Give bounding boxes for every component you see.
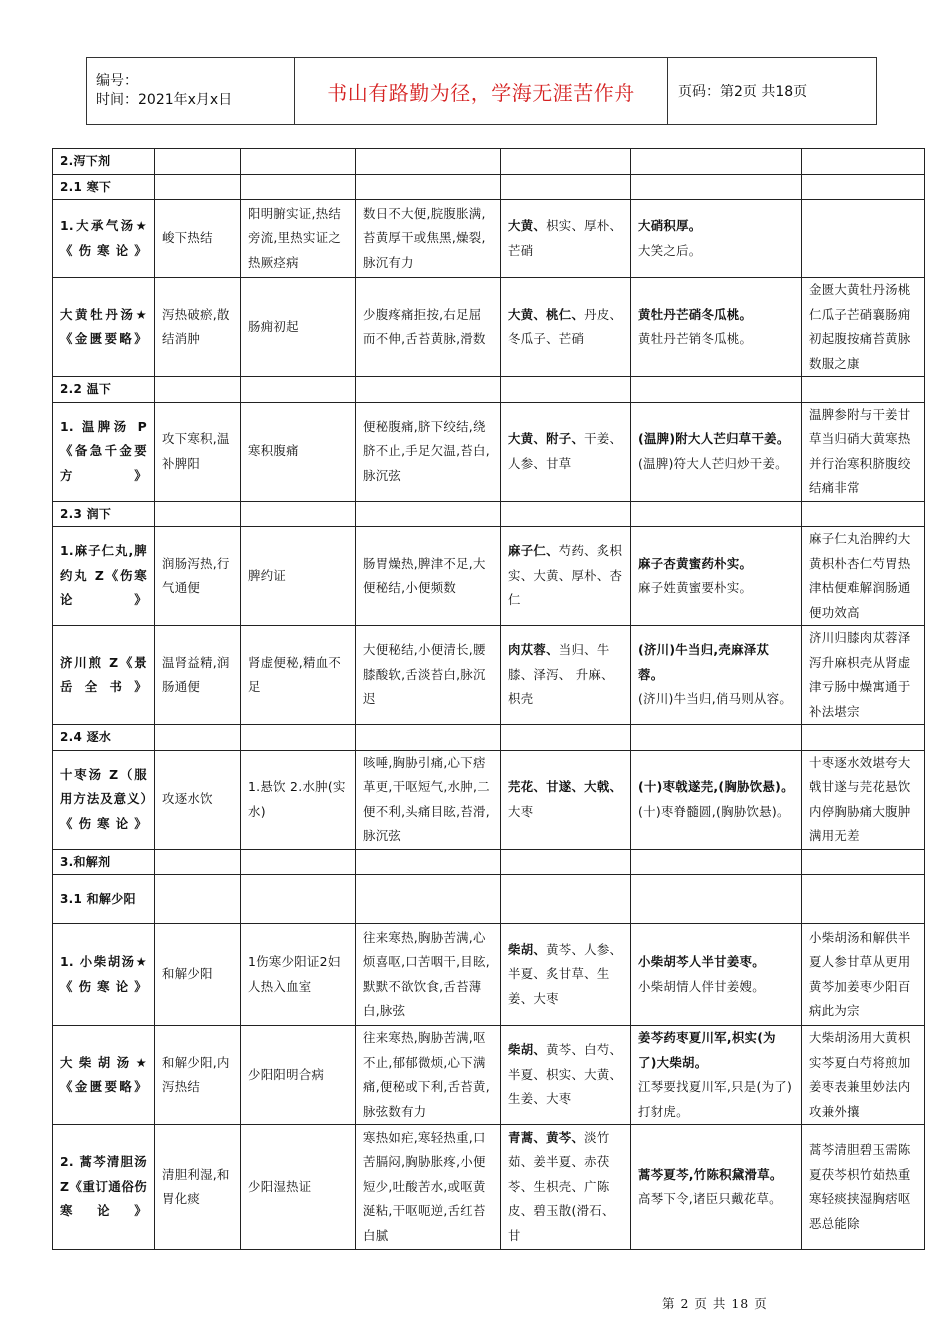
section-title: 2.3 润下 xyxy=(53,501,155,527)
formula-row xyxy=(53,626,925,725)
herbs-main: 柴胡、 xyxy=(508,941,547,957)
formula-mnemonic xyxy=(631,200,802,278)
formula-verse: 金匮大黄牡丹汤桃仁瓜子芒硝襄肠痈初起腹按痛苔黄脉数服之康 xyxy=(802,278,925,377)
formula-mnemonic xyxy=(631,278,802,377)
section-row xyxy=(53,377,925,403)
section-row xyxy=(53,149,925,175)
mnemonic-homophone: 黄牡丹芒销冬瓜桃。 xyxy=(638,331,753,346)
formula-row xyxy=(53,402,925,501)
empty-cell xyxy=(501,149,631,175)
formula-indication: 1.悬饮 2.水肿(实水) xyxy=(241,750,356,849)
empty-cell xyxy=(155,149,241,175)
section-title: 2.泻下剂 xyxy=(53,149,155,175)
formula-verse: 蒿芩清胆碧玉需陈夏茯芩枳竹茹热重寒轻痰挟湿胸痞呕恶总能除 xyxy=(802,1125,925,1250)
formula-effect: 攻下寒积,温补脾阳 xyxy=(155,402,241,501)
empty-cell xyxy=(241,849,356,875)
formula-herbs xyxy=(501,750,631,849)
formula-verse: 大柴胡汤用大黄枳实芩夏白芍将煎加姜枣表兼里妙法内攻兼外攘 xyxy=(802,1026,925,1125)
date-line: 时间：2021年x月x日 xyxy=(96,92,233,108)
empty-cell xyxy=(356,849,501,875)
formula-name: 1.麻子仁丸,脾约丸 Z《伤寒论》 xyxy=(53,527,155,626)
formula-mnemonic xyxy=(631,527,802,626)
empty-cell xyxy=(241,377,356,403)
section-title: 3.和解剂 xyxy=(53,849,155,875)
empty-cell xyxy=(802,725,925,751)
herbs-main: 麻子仁、 xyxy=(508,543,559,559)
empty-cell xyxy=(241,149,356,175)
formula-herbs xyxy=(501,924,631,1026)
herbs-rest: 大枣 xyxy=(508,803,534,819)
herbs-rest: 淡竹茹、姜半夏、赤茯苓、生枳壳、广陈皮、碧玉散(滑石、甘 xyxy=(508,1129,615,1243)
mnemonic-homophone: (济川)牛当归,俏马则从容。 xyxy=(638,691,793,707)
empty-cell xyxy=(155,875,241,924)
formula-name: 1. 小柴胡汤★《伤寒论》 xyxy=(53,924,155,1026)
empty-cell xyxy=(155,174,241,200)
herbs-main: 柴胡、 xyxy=(508,1042,547,1058)
herbs-main: 大黄、 xyxy=(508,218,547,233)
herbs-main: 青蒿、黄芩、 xyxy=(508,1129,585,1145)
formula-symptoms: 数日不大便,脘腹胀满,苔黄厚干或焦黑,燥裂,脉沉有力 xyxy=(356,200,501,278)
herbs-main: 肉苁蓉、 xyxy=(508,642,559,658)
formula-mnemonic xyxy=(631,750,802,849)
formula-mnemonic xyxy=(631,402,802,501)
formula-effect: 清胆利湿,和胃化痰 xyxy=(155,1125,241,1250)
herbs-main: 大黄、附子、 xyxy=(508,431,585,446)
formula-mnemonic xyxy=(631,1026,802,1125)
formula-indication: 阳明腑实证,热结旁流,里热实证之热厥痉病 xyxy=(241,200,356,278)
mnemonic-main: 姜芩药枣夏川军,枳实(为了)大柴胡。 xyxy=(638,1030,776,1070)
herbs-rest: 当归、牛膝、泽泻、 升麻、枳壳 xyxy=(508,642,614,707)
formula-effect: 温肾益精,润肠通便 xyxy=(155,626,241,725)
formula-indication: 肠痈初起 xyxy=(241,278,356,377)
empty-cell xyxy=(241,725,356,751)
formula-mnemonic xyxy=(631,924,802,1026)
formula-name: 1.大承气汤★《伤寒论》 xyxy=(53,200,155,278)
empty-cell xyxy=(802,174,925,200)
mnemonic-homophone: 高琴下令,诸臣只戴花草。 xyxy=(638,1191,782,1206)
section-title: 3.1 和解少阳 xyxy=(53,875,155,924)
herbs-rest: 黄芩、人参、半夏、炙甘草、生姜、大枣 xyxy=(508,941,623,1006)
mnemonic-main: 大硝积厚。 xyxy=(638,218,702,233)
mnemonic-main: 小柴胡芩人半甘姜枣。 xyxy=(638,954,765,969)
formula-row xyxy=(53,924,925,1026)
section-title: 2.4 逐水 xyxy=(53,725,155,751)
motto: 书山有路勤为径，学海无涯苦作舟 xyxy=(295,58,668,125)
header-meta xyxy=(87,58,295,125)
mnemonic-homophone: (温脾)符大人芒归炒干姜。 xyxy=(638,455,788,471)
formula-verse: 温脾参附与干姜甘草当归硝大黄寒热并行治寒积脐腹绞结痛非常 xyxy=(802,402,925,501)
empty-cell xyxy=(155,501,241,527)
formula-symptoms: 咳唾,胸胁引痛,心下痞革更,干呕短气,水肿,二便不利,头痛目眩,苔滑,脉沉弦 xyxy=(356,750,501,849)
empty-cell xyxy=(802,875,925,924)
formula-name: 大柴胡汤★《金匮要略》 xyxy=(53,1026,155,1125)
formula-name: 济川煎 Z《景岳全书》 xyxy=(53,626,155,725)
formula-herbs xyxy=(501,278,631,377)
formula-name: 大黄牡丹汤★《金匮要略》 xyxy=(53,278,155,377)
herbs-rest: 黄芩、白芍、半夏、枳实、大黄、生姜、大枣 xyxy=(508,1042,623,1107)
formula-symptoms: 往来寒热,胸胁苦满,呕不止,郁郁微烦,心下满痛,便秘或下利,舌苔黄,脉弦数有力 xyxy=(356,1026,501,1125)
page-info: 页码：第2页 共18页 xyxy=(668,58,877,125)
mnemonic-homophone: 江琴要找夏川军,只是(为了)打豺虎。 xyxy=(638,1079,793,1119)
section-title: 2.2 温下 xyxy=(53,377,155,403)
formula-effect: 泻热破瘀,散结消肿 xyxy=(155,278,241,377)
formula-name: 1. 温脾汤 P《备急千金要方》 xyxy=(53,402,155,501)
empty-cell xyxy=(356,377,501,403)
mnemonic-homophone: 小柴胡情人伴甘姜嫂。 xyxy=(638,978,765,994)
herbs-main: 大黄、桃仁、 xyxy=(508,306,585,322)
empty-cell xyxy=(631,149,802,175)
formula-name: 2. 蒿芩清胆汤 Z《重订通俗伤寒论》 xyxy=(53,1125,155,1250)
formula-herbs xyxy=(501,200,631,278)
empty-cell xyxy=(501,174,631,200)
empty-cell xyxy=(802,377,925,403)
herbs-main: 芫花、甘遂、大戟、 xyxy=(508,779,623,794)
formula-indication: 少阳湿热证 xyxy=(241,1125,356,1250)
formula-verse: 麻子仁丸治脾约大黄枳朴杏仁芍胃热津枯便难解润肠通便功效高 xyxy=(802,527,925,626)
herbs-rest: 干姜、人参、甘草 xyxy=(508,431,623,471)
formula-row xyxy=(53,1125,925,1250)
empty-cell xyxy=(241,875,356,924)
mnemonic-main: (温脾)附大人芒归草干姜。 xyxy=(638,431,790,446)
formula-symptoms: 大便秘结,小便清长,腰膝酸软,舌淡苔白,脉沉迟 xyxy=(356,626,501,725)
empty-cell xyxy=(802,501,925,527)
empty-cell xyxy=(631,501,802,527)
formula-indication: 脾约证 xyxy=(241,527,356,626)
empty-cell xyxy=(802,849,925,875)
mnemonic-homophone: 大笑之后。 xyxy=(638,242,702,258)
herbs-rest: 枳实、厚朴、芒硝 xyxy=(508,218,623,258)
formula-symptoms: 寒热如疟,寒轻热重,口苦膈闷,胸胁胀疼,小便短少,吐酸苦水,或呕黄涎粘,干呕呃逆,舌红苔白腻 xyxy=(356,1125,501,1250)
empty-cell xyxy=(155,849,241,875)
section-row xyxy=(53,849,925,875)
formula-effect: 攻逐水饮 xyxy=(155,750,241,849)
formula-symptoms: 少腹疼痛拒按,右足屈而不伸,舌苔黄脉,滑数 xyxy=(356,278,501,377)
formula-herbs xyxy=(501,626,631,725)
formula-row xyxy=(53,1026,925,1125)
empty-cell xyxy=(802,149,925,175)
empty-cell xyxy=(356,501,501,527)
section-row xyxy=(53,875,925,924)
mnemonic-homophone: (十)枣脊髓圆,(胸胁饮悬)。 xyxy=(638,803,790,819)
empty-cell xyxy=(631,875,802,924)
formula-row xyxy=(53,200,925,278)
empty-cell xyxy=(356,149,501,175)
formula-mnemonic xyxy=(631,1125,802,1250)
empty-cell xyxy=(501,377,631,403)
empty-cell xyxy=(631,725,802,751)
formula-verse: 小柴胡汤和解供半夏人参甘草从更用黄芩加姜枣少阳百病此为宗 xyxy=(802,924,925,1026)
mnemonic-main: 麻子杏黄蜜药朴实。 xyxy=(638,555,753,571)
section-title: 2.1 寒下 xyxy=(53,174,155,200)
empty-cell xyxy=(241,501,356,527)
formula-effect: 峻下热结 xyxy=(155,200,241,278)
page-header xyxy=(86,57,877,125)
mnemonic-homophone: 麻子姓黄蜜要朴实。 xyxy=(638,580,753,595)
formula-verse xyxy=(802,200,925,278)
formula-row xyxy=(53,527,925,626)
formula-effect: 和解少阳,内泻热结 xyxy=(155,1026,241,1125)
mnemonic-main: (十)枣戟遂芫,(胸胁饮悬)。 xyxy=(638,779,794,794)
formula-indication: 肾虚便秘,精血不足 xyxy=(241,626,356,725)
formula-effect: 和解少阳 xyxy=(155,924,241,1026)
herbs-rest: 芍药、炙枳实、大黄、厚朴、杏仁 xyxy=(508,543,623,608)
page-footer: 第 2 页 共 18 页 xyxy=(662,1296,768,1311)
empty-cell xyxy=(631,377,802,403)
empty-cell xyxy=(155,377,241,403)
mnemonic-main: 蒿芩夏芩,竹陈积黛滑草。 xyxy=(638,1166,783,1182)
empty-cell xyxy=(241,174,356,200)
mnemonic-main: 黄牡丹芒硝冬瓜桃。 xyxy=(638,306,753,322)
empty-cell xyxy=(501,725,631,751)
herbs-rest: 丹皮、冬瓜子、芒硝 xyxy=(508,306,623,346)
empty-cell xyxy=(356,875,501,924)
empty-cell xyxy=(501,501,631,527)
formula-verse: 十枣逐水效堪夸大戟甘遂与芫花悬饮内停胸胁痛大腹肿满用无差 xyxy=(802,750,925,849)
mnemonic-main: (济川)牛当归,壳麻泽苁蓉。 xyxy=(638,642,770,682)
formula-verse: 济川归膝肉苁蓉泽泻升麻枳壳从肾虚津亏肠中燥寓通于补法堪宗 xyxy=(802,626,925,725)
formula-indication: 1伤寒少阳证2妇人热入血室 xyxy=(241,924,356,1026)
formula-symptoms: 便秘腹痛,脐下绞结,绕脐不止,手足欠温,苔白,脉沉弦 xyxy=(356,402,501,501)
formula-symptoms: 肠胃燥热,脾津不足,大便秘结,小便频数 xyxy=(356,527,501,626)
formula-herbs xyxy=(501,402,631,501)
empty-cell xyxy=(501,875,631,924)
formula-mnemonic xyxy=(631,626,802,725)
formula-effect: 润肠泻热,行气通便 xyxy=(155,527,241,626)
formula-herbs xyxy=(501,1125,631,1250)
empty-cell xyxy=(631,849,802,875)
formula-herbs xyxy=(501,1026,631,1125)
empty-cell xyxy=(631,174,802,200)
formula-herbs xyxy=(501,527,631,626)
empty-cell xyxy=(155,725,241,751)
formula-symptoms: 往来寒热,胸胁苦满,心烦喜呕,口苦咽干,目眩,默默不欲饮食,舌苔薄白,脉弦 xyxy=(356,924,501,1026)
section-row xyxy=(53,725,925,751)
section-row xyxy=(53,501,925,527)
section-row xyxy=(53,174,925,200)
empty-cell xyxy=(501,849,631,875)
formula-indication: 少阳阳明合病 xyxy=(241,1026,356,1125)
empty-cell xyxy=(356,174,501,200)
code-label: 编号： xyxy=(96,73,138,89)
formula-row xyxy=(53,278,925,377)
formula-name: 十枣汤 Z（服用方法及意义）《伤寒论》 xyxy=(53,750,155,849)
formula-table xyxy=(52,148,925,1250)
empty-cell xyxy=(356,725,501,751)
formula-row xyxy=(53,750,925,849)
formula-indication: 寒积腹痛 xyxy=(241,402,356,501)
